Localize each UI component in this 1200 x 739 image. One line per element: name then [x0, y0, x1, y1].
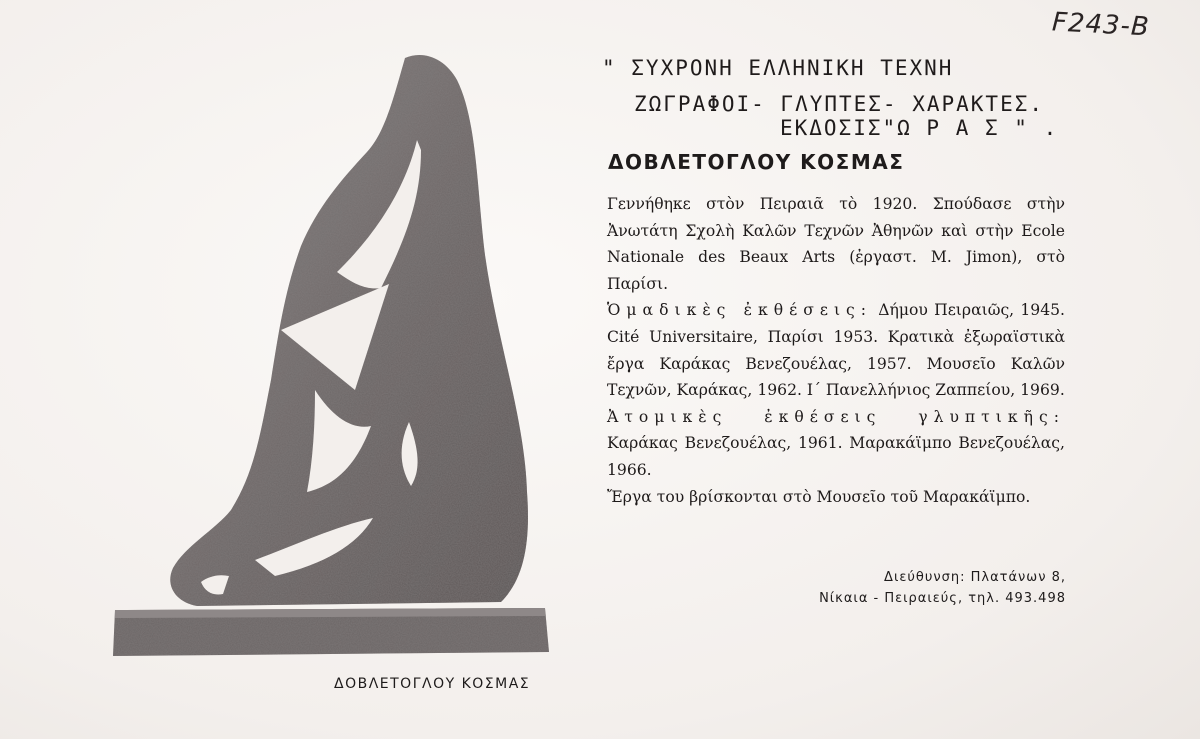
bio-group-exhibitions — [607, 297, 1065, 403]
group-exhibitions-text: Δήμου Πειραιῶς, 1945. Cité Universitaire, Παρίσι 1953. Κρατικὰ ἐξωραϊστικὰ ἔργα Καράκας Βενεζουέλας, 1957. Μουσεῖο Καλῶν Τεχνῶν, Καράκας, 1962. Ι΄ Πανελλήνιος Ζαππείου, 1969. — [607, 301, 1065, 400]
solo-exhibitions-text: Καράκας Βενεζουέλας, 1961. Μαρακάϊμπο Βενεζουέλας, 1966. — [607, 434, 1065, 479]
sculpture-photo — [105, 40, 565, 670]
solo-exhibitions-label: Ἀτομικὲς ἐκθέσεις γλυπτικῆς: — [607, 407, 1065, 426]
bio-education: Γεννήθηκε στὸν Πειραιᾶ τὸ 1920. Σπούδασε στὴν Ἀνωτάτη Σχολὴ Καλῶν Τεχνῶν Ἀθηνῶν καὶ στὴν Ecole Nationale des Beaux Arts (ἐργαστ. M. Jimon), στὸ Παρίσι. — [607, 195, 1065, 293]
artist-name: ΔΟΒΛΕΤΟΓΛΟΥ ΚΟΣΜΑΣ — [608, 150, 905, 174]
reference-number: F243-B — [1051, 7, 1151, 43]
address-street: Διεύθυνση: Πλατάνων 8, — [884, 570, 1066, 585]
header-categories: ΖΩΓΡΑΦΟΙ- ΓΛΥΠΤΕΣ- ΧΑΡΑΚΤΕΣ. — [634, 92, 1045, 116]
bio-works-location: Ἔργα του βρίσκονται στὸ Μουσεῖο τοῦ Μαρακάϊμπο. — [607, 487, 1031, 506]
artist-biography — [607, 191, 1065, 510]
photo-caption: ΔΟΒΛΕΤΟΓΛΟΥ ΚΟΣΜΑΣ — [334, 676, 531, 692]
address-city-phone: Νίκαια - Πειραιεύς, τηλ. 493.498 — [819, 591, 1066, 606]
group-exhibitions-label: Ὁμαδικὲς ἐκθέσεις: — [607, 301, 873, 320]
bio-solo-exhibitions — [607, 404, 1065, 484]
header-series-title: " ΣΥΧΡΟΝΗ ΕΛΛΗΝΙΚΗ ΤΕΧΝΗ — [602, 56, 954, 80]
header-publisher: ΕΚΔΟΣΙΣ"Ω Ρ Α Σ " . — [780, 116, 1059, 140]
contact-address — [760, 567, 1066, 609]
